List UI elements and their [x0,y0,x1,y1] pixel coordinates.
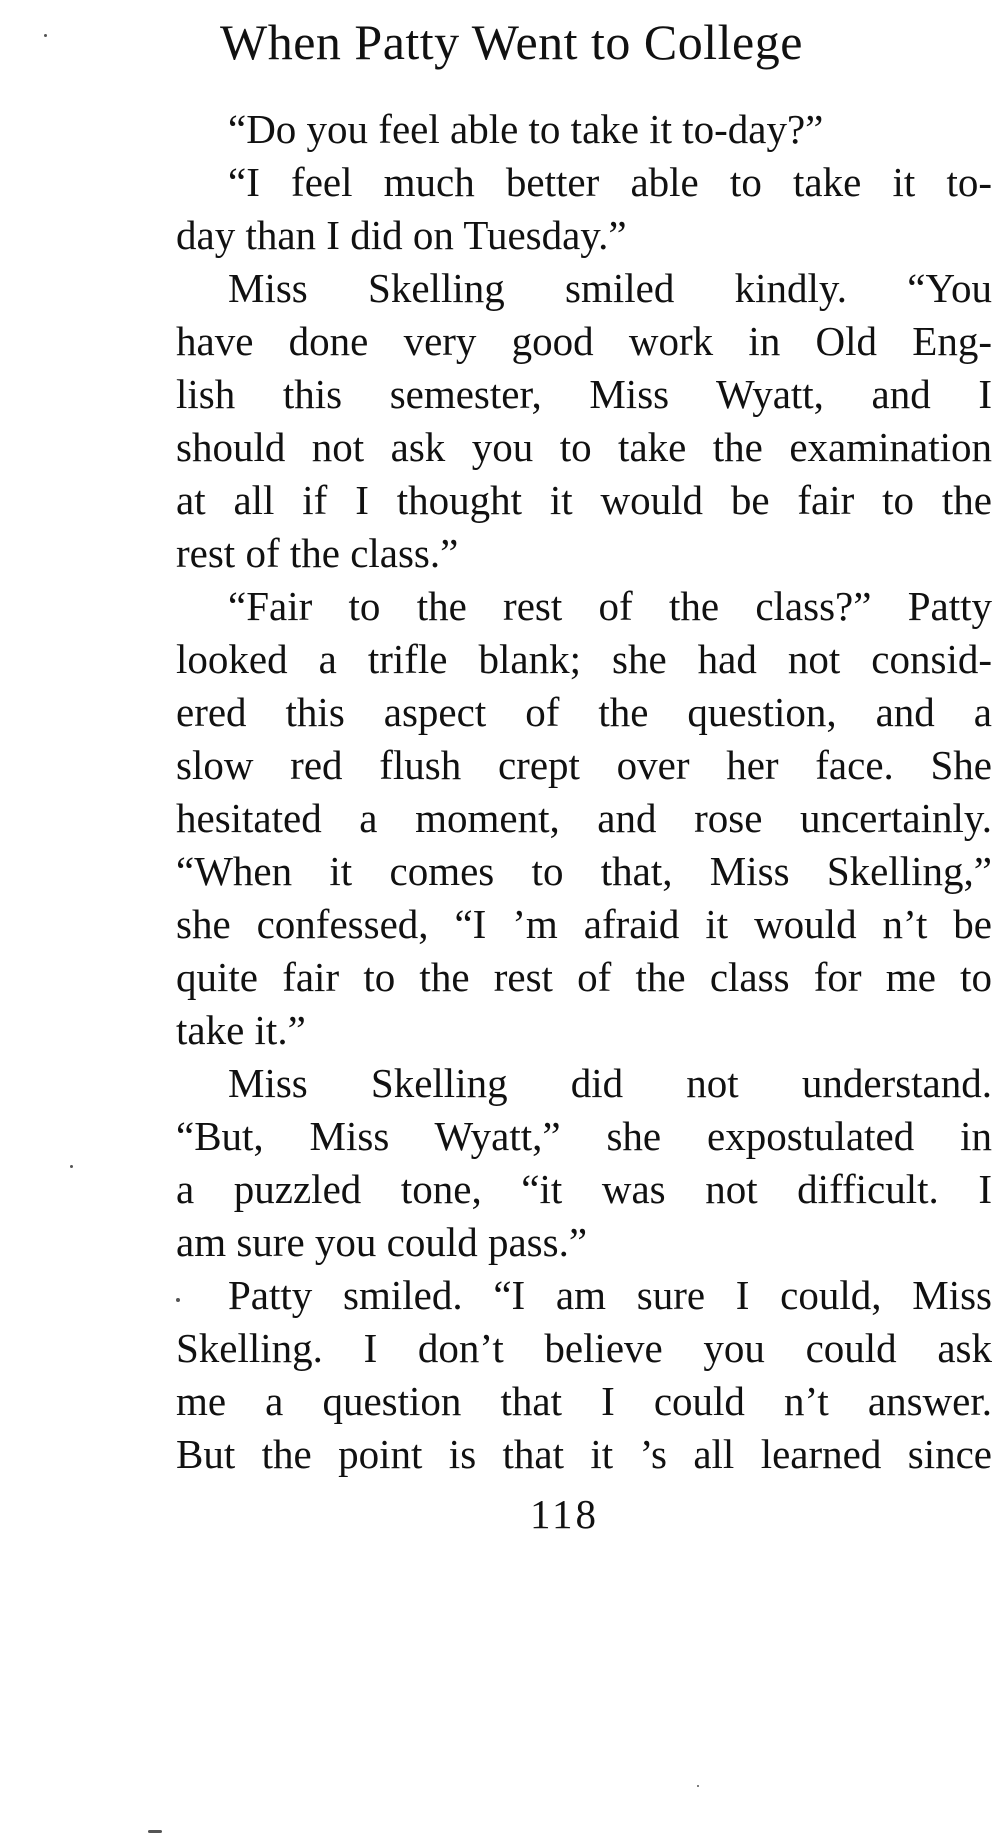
text-line: Skelling. I don’t believe you could ask [176,1325,992,1371]
text-line: Miss Skelling smiled kindly. “You [228,265,992,311]
text-line: should not ask you to take the examination [176,424,992,470]
text-line: “When it comes to that, Miss Skelling,” [176,848,992,894]
scan-speck [697,1785,699,1787]
text-line: “Fair to the rest of the class?” Patty [228,583,992,629]
text-line: Miss Skelling did not understand. [228,1060,992,1106]
text-line: Patty smiled. “I am sure I could, Miss [228,1272,992,1318]
text-line: she confessed, “I ’m afraid it would n’t be [176,901,992,947]
scan-speck [44,34,47,37]
text-line: day than I did on Tuesday.” [176,212,627,258]
text-line: “But, Miss Wyatt,” she expostulated in [176,1113,992,1159]
text-line: slow red flush crept over her face. She [176,742,992,788]
text-line: “Do you feel able to take it to-day?” [228,106,824,152]
text-line: have done very good work in Old Eng- [176,318,992,364]
text-line: ered this aspect of the question, and a [176,689,992,735]
running-head: When Patty Went to College [220,14,803,70]
scan-speck [176,1298,180,1302]
text-line: “I feel much better able to take it to- [228,159,992,205]
scan-speck [148,1830,162,1833]
body-text [176,103,992,1481]
text-line: take it.” [176,1007,306,1053]
text-line: lish this semester, Miss Wyatt, and I [176,371,992,417]
text-line: am sure you could pass.” [176,1219,588,1265]
page-number: 118 [530,1491,599,1537]
text-line: But the point is that it ’s all learned since [176,1431,992,1477]
text-line: me a question that I could n’t answer. [176,1378,992,1424]
text-line: at all if I thought it would be fair to the [176,477,992,523]
text-line: rest of the class.” [176,530,459,576]
text-line: quite fair to the rest of the class for me to [176,954,992,1000]
scan-speck [70,1165,73,1168]
text-line: hesitated a moment, and rose uncertainly. [176,795,992,841]
text-line: a puzzled tone, “it was not difficult. I [176,1166,992,1212]
text-line: looked a trifle blank; she had not consid- [176,636,992,682]
